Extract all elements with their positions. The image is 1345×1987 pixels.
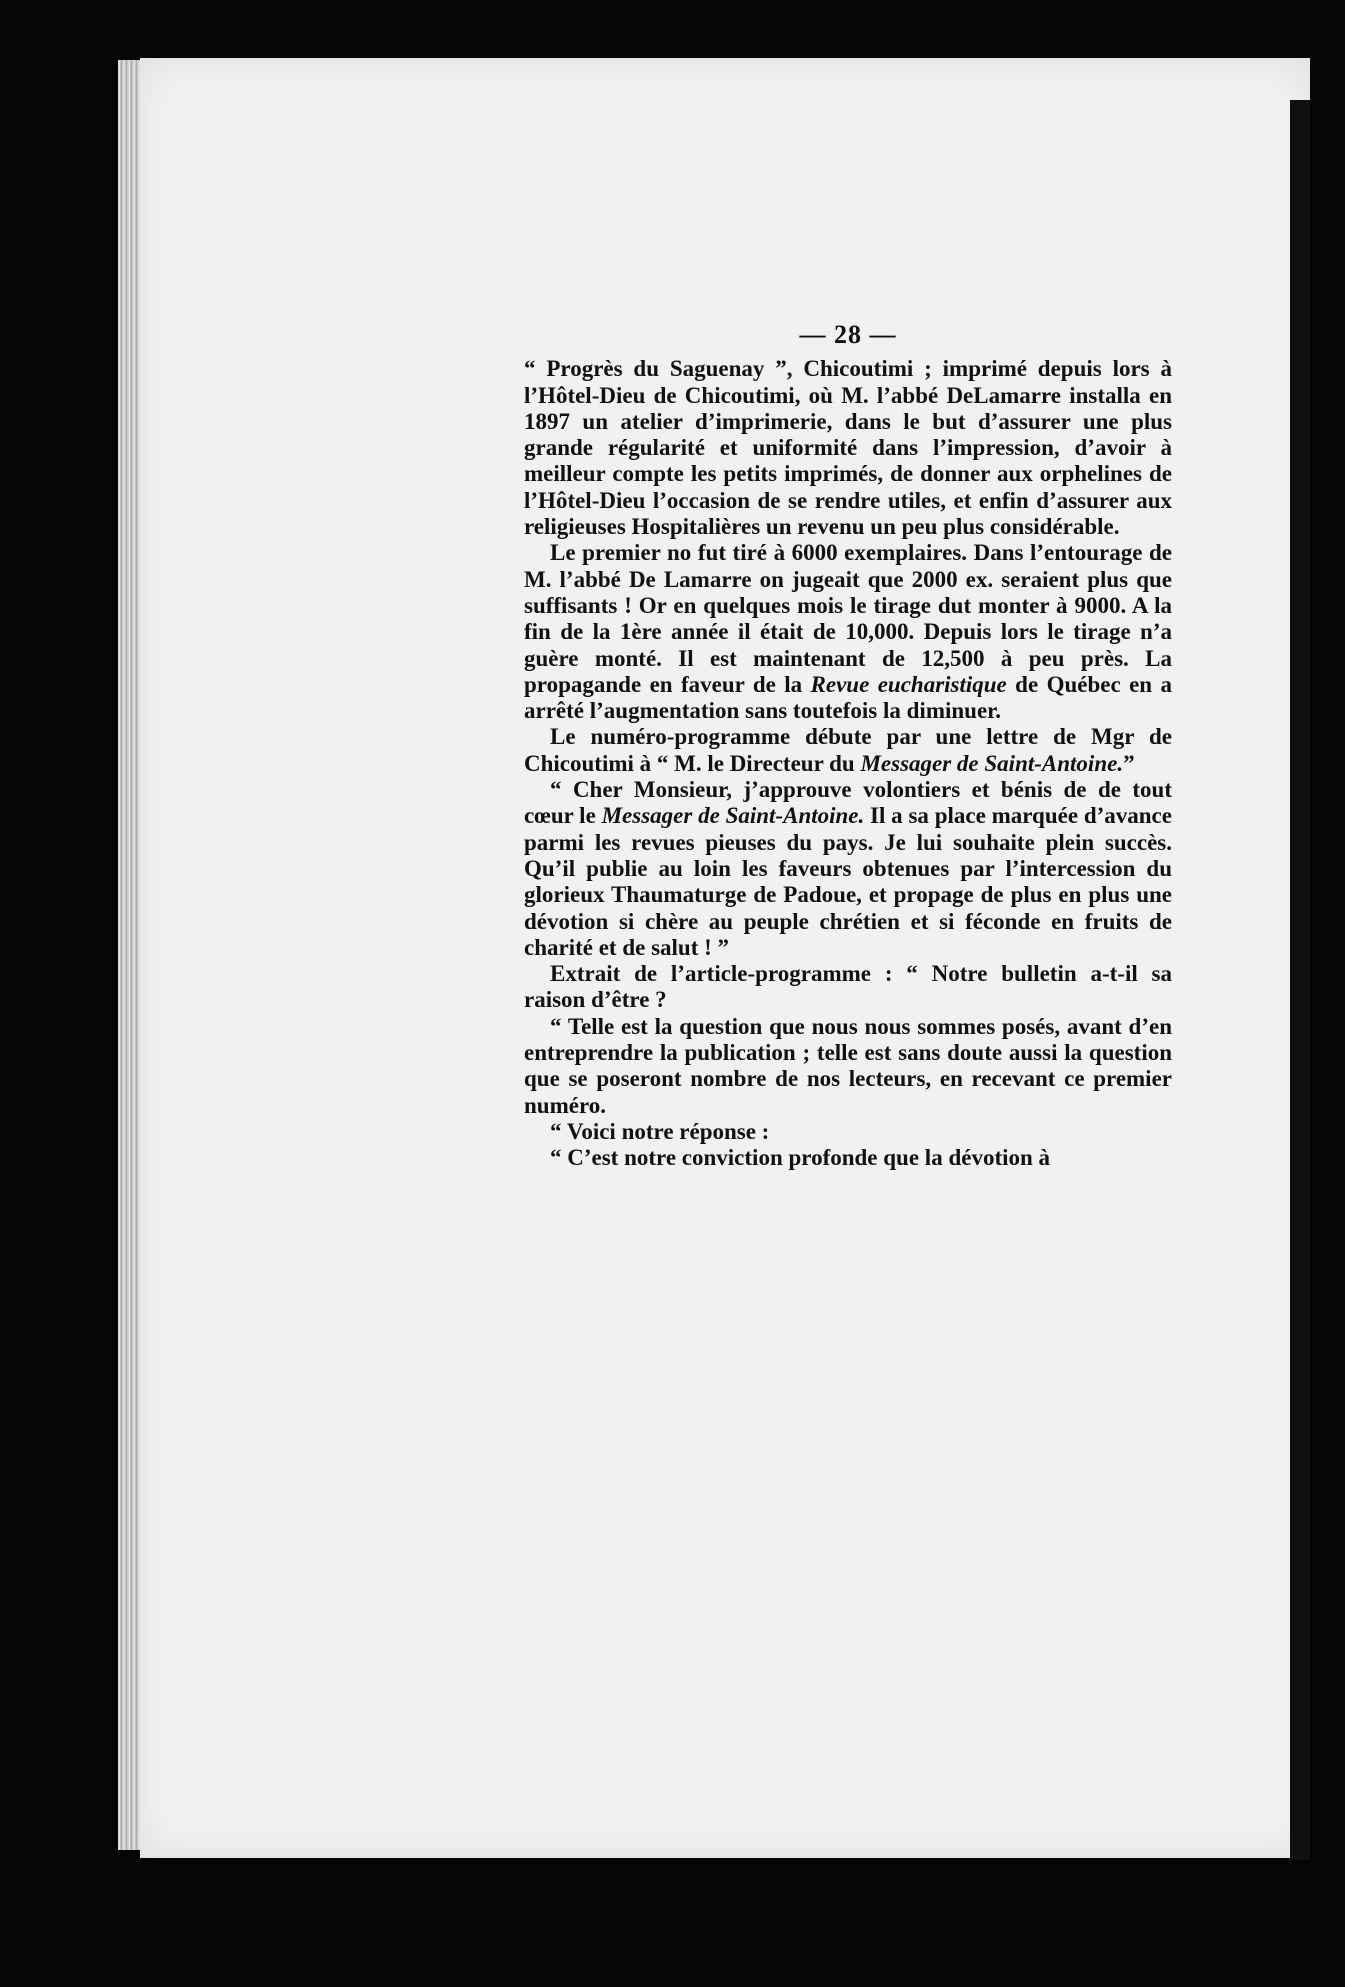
publication-title: Revue eucharistique (810, 671, 1007, 697)
paragraph (524, 1119, 1172, 1145)
paragraph-text: “ Telle est la question que nous nous sommes posés, avant d’en entreprendre la publication ; telle est sans doute aussi la question que se poseront nombre de nos lecteurs, en recevant ce premier numéro. (524, 1013, 1172, 1118)
paragraph-text: “ C’est notre conviction profonde que la dévotion à (550, 1145, 1051, 1171)
paragraph (524, 961, 1172, 1014)
paragraph (524, 356, 1172, 540)
publication-title: Messager de Saint-Antoine. (601, 803, 865, 829)
paragraph (524, 540, 1172, 724)
page-gutter-shadow (1290, 100, 1310, 1860)
paragraph-text: Le premier no fut tiré à 6000 exemplaires. Dans l’entourage de M. l’abbé De Lamarre on jugeait que 2000 ex. seraient plus que suffisants ! Or en quelques mois le tirage dut monter à 9000. A la fin de la 1ère année il était de 10,000. Depuis lors le tirage n’a guère monté. Il est maintenant de 12,500 à peu près. La propagande en faveur de la (524, 540, 1172, 697)
paragraph (524, 777, 1172, 961)
publication-title: Messager de Saint-Antoine. (860, 750, 1124, 776)
paragraph-text: Il a sa place marquée d’avance parmi les revues pieuses du pays. Je lui souhaite plein succès. Qu’il publie au loin les faveurs obtenues par l’intercession du glorieux Thaumaturge de Padoue, et propage de plus en plus une dévotion si chère au peuple chrétien et si féconde en fruits de charité et de salut ! ” (524, 803, 1172, 960)
paragraph-text: “ Cher Monsieur, j’approuve volontiers et bénis de de tout cœur le (524, 777, 1172, 829)
paragraph (524, 1014, 1172, 1119)
paragraph (524, 1145, 1172, 1171)
paragraph-text: ” (1123, 750, 1135, 776)
page-number: — 28 — (799, 320, 897, 349)
paragraph (524, 724, 1172, 777)
page-text-block (524, 322, 1172, 1172)
paragraph-text: “ Progrès du Saguenay ”, Chicoutimi ; imprimé depuis lors à l’Hôtel-Dieu de Chicoutimi, où M. l’abbé DeLamarre installa en 1897 un atelier d’imprimerie, dans le but d’assurer une plus grande régularité et uniformité dans l’impression, d’avoir à meilleur compte les petits imprimés, de donner aux orphelines de l’Hôtel-Dieu l’occasion de se rendre utiles, et enfin d’assurer aux religieuses Hospitalières un revenu un peu plus considérable. (524, 356, 1172, 540)
paragraph-text: Extrait de l’article-programme : “ Notre bulletin a-t-il sa raison d’être ? (524, 961, 1172, 1013)
paragraph-text: de Québec en a arrêté l’augmentation sans toutefois la diminuer. (524, 671, 1172, 724)
paragraph-text: “ Voici notre réponse : (550, 1118, 770, 1144)
paragraph-text: Le numéro-programme débute par une lettre de Mgr de Chicoutimi à “ M. le Directeur du (524, 724, 1172, 776)
